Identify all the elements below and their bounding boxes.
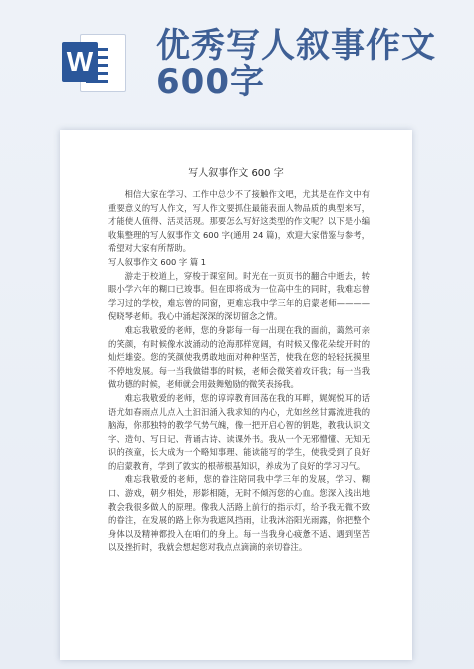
section-heading: 写人叙事作文 600 字 篇 1 xyxy=(108,256,207,267)
page-title-line-1: 优秀写人叙事作文 xyxy=(156,26,436,66)
page-title xyxy=(156,28,466,100)
page-title-line-2: 600字 xyxy=(156,62,265,102)
paragraph: 难忘我敬爱的老师，您的身影每一每一出现在我的面前，蔼然可亲的笑颜，有时候像水波涌动的沧海那样宽阔，有时候又像花朵绽开时的灿烂雄姿。您的笑颜使我勇敢地面对种种坚苦，使我在您的轻轻抚摸里不停地发展。每一当我做错事的时候，老师会微笑着攻讦我；每一当我做功德的时候，老师就会用鼓舞勉励的微笑表扬我。 xyxy=(108,324,370,390)
word-w-badge: W xyxy=(62,42,98,82)
paragraph: 难忘我敬爱的老师，您的眷注陪同我中学三年的发展，学习、糊口、游戏，朝夕相处，形影相随，无时不倾泻您的心血。您深入浅出地教会我很多做人的原理。像我人活路上前行的指示灯，给予我无微不致的眷注，在发展的路上你为我遮风挡雨，让我沐浴阳光雨露，你把整个身体以及精神都投入在咱们的身上。每一当我身心疲惫不适、遇到坚苦以及挫折时，我就会想起您对我点点滴滴的亲切眷注。 xyxy=(108,474,370,553)
document-body xyxy=(108,188,370,555)
document-page xyxy=(60,130,412,660)
paragraph-intro: 相信大家在学习、工作中总少不了接触作文吧，尤其是在作文中有重要意义的写人作文，写人作文要抓住最能表面人物品质的典型来写，才能使人值得、活灵活现。那要怎么写好这类型的作文呢？以下是小编收集整理的写人叙事作文 600 字(通用 24 篇)，欢迎大家借鉴与参考，希望对大家有所帮助。 xyxy=(108,189,370,254)
paragraph: 游走于校道上，穿梭于课室间。时光在一页页书的翻合中逝去，转眼小学六年的糊口已竣事。但在即将成为一位高中生的同时，我难忘曾学习过的学校，难忘曾的同窗，更难忘我中学三年的启蒙老师————倪晓琴老师。我心中涌起深深的深切留念之情。 xyxy=(108,270,370,322)
word-document-icon xyxy=(62,30,126,94)
document-title: 写人叙事作文 600 字 xyxy=(188,168,284,179)
header-banner xyxy=(0,0,474,118)
paragraph: 难忘我敬爱的老师，您的谆谆教育回荡在我的耳畔，娓娓悦耳的话语尤如春雨点儿点入土汩汩涌入我求知的内心，尤如丝丝甘露流进我的脑海，你那独特的教学气势气魄，像一把开启心智的钥匙，教我认识文字、造句、写日记、背诵古诗、读课外书。我从一个无邪懵懂、无知无识的孩童，长大成为一个略知事理、能读能写的学生，使我受到了良好的启蒙教育，学到了敦实的根蒂根基知识，养成为了良好的学习习气。 xyxy=(108,392,370,471)
